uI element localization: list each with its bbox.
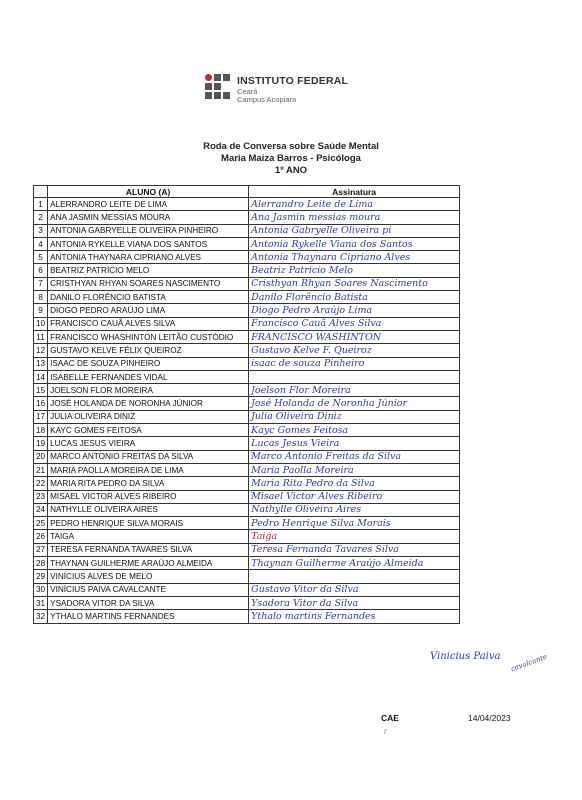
institution-name: INSTITUTO FEDERAL [237,75,349,87]
signature-cell [249,463,460,476]
student-column-header: ALUNO (A) [48,186,249,198]
row-number: 3 [34,224,48,237]
signature-cell [249,517,460,530]
student-name: BEATRIZ PATRÍCIO MELO [48,264,249,277]
signature-cell [249,397,460,410]
student-name: VINÍCIUS ALVES DE MELO [48,570,249,583]
signature-cell [249,490,460,503]
student-name: ISABELLE FERNANDES VIDAL [48,370,249,383]
signature-cell [249,583,460,596]
handwritten-signature: Julia Oliveira Diniz [251,411,342,423]
signature-cell [249,198,460,211]
table-row [34,304,460,317]
student-name: ANTONIA RYKELLE VIANA DOS SANTOS [48,237,249,250]
handwritten-signature: Marco Antonio Freitas da Silva [251,451,402,463]
row-number: 4 [34,237,48,250]
row-number: 7 [34,277,48,290]
signature-cell [249,370,460,383]
student-name: ANTONIA GABRYELLE OLIVEIRA PINHEIRO [48,224,249,237]
student-name: MARCO ANTONIO FREITAS DA SILVA [48,450,249,463]
student-name: TERESA FERNANDA TAVARES SILVA [48,543,249,556]
student-name: JOSÉ HOLANDA DE NORONHA JÚNIOR [48,397,249,410]
row-number: 18 [34,424,48,437]
student-name: LUCAS JESUS VIEIRA [48,437,249,450]
table-row [34,570,460,583]
table-row [34,463,460,476]
signature-cell [249,450,460,463]
handwritten-signature: Ysadora Vitor da Silva [251,597,359,609]
handwritten-signature: FRANCISCO WASHINTON [251,331,382,343]
signature-cell [249,543,460,556]
table-row [34,557,460,570]
handwritten-signature: Antonia Gabryelle Oliveira pi [251,225,392,237]
row-number: 9 [34,304,48,317]
student-name: CRISTHYAN RHYAN SOARES NASCIMENTO [48,277,249,290]
handwritten-signature: Alerrandro Leite de Lima [251,198,374,210]
handwritten-signature: José Holanda de Noronha Júnior [251,398,408,410]
signature-cell [249,610,460,623]
signature-cell [249,477,460,490]
student-name: ANTONIA THAYNARA CIPRIANO ALVES [48,251,249,264]
table-row [34,424,460,437]
signature-cell [249,330,460,343]
row-number: 23 [34,490,48,503]
handwritten-signature: Ana Jasmin messias moura [251,211,381,223]
table-row [34,198,460,211]
signature-cell [249,557,460,570]
signature-cell [249,251,460,264]
institute-logo [205,74,349,110]
handwritten-signature: Maria Rita Pedro da Silva [251,477,375,489]
handwritten-signature: Taiga [251,531,278,543]
signature-cell [249,211,460,224]
institution-campus: Campus Acopiara [237,95,297,104]
signature-cell [249,530,460,543]
signature-cell [249,291,460,304]
table-row [34,477,460,490]
handwritten-signature: Teresa Fernanda Tavares Silva [251,544,399,556]
signature-cell [249,437,460,450]
row-number: 31 [34,596,48,609]
overflow-signature: Vinicius Paiva [430,651,501,662]
signature-cell [249,424,460,437]
table-row [34,490,460,503]
handwritten-signature: Gustavo Kelve F. Queiroz [251,344,372,356]
handwritten-signature: Maria Paolla Moreira [251,464,354,476]
student-name: GUSTAVO KELVE FÉLIX QUEIROZ [48,344,249,357]
footer-sector: CAE [381,713,399,723]
row-number: 1 [34,198,48,211]
student-name: NATHYLLE OLIVEIRA AIRES [48,503,249,516]
student-name: THAYNAN GUILHERME ARAÚJO ALMEIDA [48,557,249,570]
handwritten-signature: Cristhyan Rhyan Soares Nascimento [251,278,428,290]
row-number: 15 [34,384,48,397]
student-name: TAIGA [48,530,249,543]
handwritten-signature: Beatriz Patricio Melo [251,265,354,277]
table-row [34,596,460,609]
handwritten-signature: Antonia Thaynara Cipriano Alves [251,251,411,263]
table-row [34,437,460,450]
table-row [34,277,460,290]
student-name: PEDRO HENRIQUE SILVA MORAIS [48,517,249,530]
row-number: 17 [34,410,48,423]
student-name: FRANCISCO WHASHINTON LEITÃO CUSTÓDIO [48,330,249,343]
handwritten-signature: Francisco Cauã Alves Silva [251,318,382,330]
signature-cell [249,503,460,516]
row-number: 8 [34,291,48,304]
student-name: DANILO FLORÊNCIO BATISTA [48,291,249,304]
row-number: 29 [34,570,48,583]
signature-cell [249,237,460,250]
table-row [34,224,460,237]
student-name: ISAAC DE SOUZA PINHEIRO [48,357,249,370]
row-number: 27 [34,543,48,556]
student-name: YSADORA VITOR DA SILVA [48,596,249,609]
institution-state: Ceará [237,87,258,96]
table-row [34,237,460,250]
student-name: MARIA RITA PEDRO DA SILVA [48,477,249,490]
event-title: Roda de Conversa sobre Saúde Mental [203,141,379,152]
table-row [34,410,460,423]
signature-column-header: Assinatura [249,186,460,198]
table-row [34,517,460,530]
handwritten-signature: Thaynan Guilherme Araújo Almeida [251,557,424,569]
signature-cell [249,570,460,583]
overflow-signature-2: cavalcante [509,652,549,674]
row-number: 22 [34,477,48,490]
row-number: 24 [34,503,48,516]
table-row [34,503,460,516]
table-row [34,317,460,330]
student-name: MISAEL VICTOR ALVES RIBEIRO [48,490,249,503]
table-row [34,357,460,370]
row-number: 16 [34,397,48,410]
table-row [34,450,460,463]
student-name: FRANCISCO CAUÃ ALVES SILVA [48,317,249,330]
row-number: 10 [34,317,48,330]
speaker-name: Maria Maiza Barros - Psicóloga [221,153,361,164]
handwritten-signature: Diogo Pedro Araújo Lima [251,305,373,317]
handwritten-signature: Danilo Florêncio Batista [251,291,368,303]
row-number: 5 [34,251,48,264]
table-row [34,583,460,596]
logo-mark-icon [205,74,231,102]
attendance-table [33,185,460,624]
signature-cell [249,357,460,370]
student-name: MARIA PAOLLA MOREIRA DE LIMA [48,463,249,476]
table-row [34,251,460,264]
row-number: 6 [34,264,48,277]
table-row [34,330,460,343]
row-number: 30 [34,583,48,596]
student-name: JULIA OLIVEIRA DINIZ [48,410,249,423]
student-name: VINÍCIUS PAIVA CAVALCANTE [48,583,249,596]
student-name: JOELSON FLOR MOREIRA [48,384,249,397]
table-row [34,610,460,623]
footer-initials: r [384,726,387,736]
row-number: 26 [34,530,48,543]
table-row [34,291,460,304]
signature-cell [249,344,460,357]
signature-cell [249,596,460,609]
signature-cell [249,384,460,397]
student-name: YTHALO MARTINS FERNANDES [48,610,249,623]
row-number: 21 [34,463,48,476]
signature-cell [249,304,460,317]
handwritten-signature: Kayc Gomes Feitosa [251,424,349,436]
handwritten-signature: Pedro Henrique Silva Morais [251,517,391,529]
table-header-row [34,186,460,198]
table-row [34,264,460,277]
row-number: 13 [34,357,48,370]
row-number: 20 [34,450,48,463]
table-row [34,397,460,410]
signature-cell [249,410,460,423]
row-number: 11 [34,330,48,343]
signature-cell [249,264,460,277]
signature-cell [249,317,460,330]
handwritten-signature: Antonia Rykelle Viana dos Santos [251,238,413,250]
table-row [34,211,460,224]
handwritten-signature: Gustavo Vitor da Silva [251,584,359,596]
footer-date: 14/04/2023 [468,713,511,723]
row-number: 28 [34,557,48,570]
row-number: 32 [34,610,48,623]
row-number: 14 [34,370,48,383]
handwritten-signature: isaac de souza Pinheiro [251,358,365,370]
handwritten-signature: Joelson Flor Moreira [251,384,351,396]
student-name: ANA JASMIN MESSIAS MOURA [48,211,249,224]
handwritten-signature: Lucas Jesus Vieira [251,437,340,449]
class-label: 1º ANO [274,165,308,176]
row-number: 12 [34,344,48,357]
handwritten-signature: Misael Victor Alves Ribeiro [251,491,383,503]
signature-cell [249,277,460,290]
table-row [34,530,460,543]
student-name: DIOGO PEDRO ARAÚJO LIMA [48,304,249,317]
row-number: 2 [34,211,48,224]
table-row [34,370,460,383]
row-number: 19 [34,437,48,450]
handwritten-signature: Ythalo martins Fernandes [251,610,376,622]
signature-cell [249,224,460,237]
number-header [34,186,48,198]
row-number: 25 [34,517,48,530]
student-name: ALERRANDRO LEITE DE LIMA [48,198,249,211]
table-row [34,384,460,397]
table-row [34,543,460,556]
student-name: KAYC GOMES FEITOSA [48,424,249,437]
table-row [34,344,460,357]
handwritten-signature: Nathylle Oliveira Aires [251,504,362,516]
